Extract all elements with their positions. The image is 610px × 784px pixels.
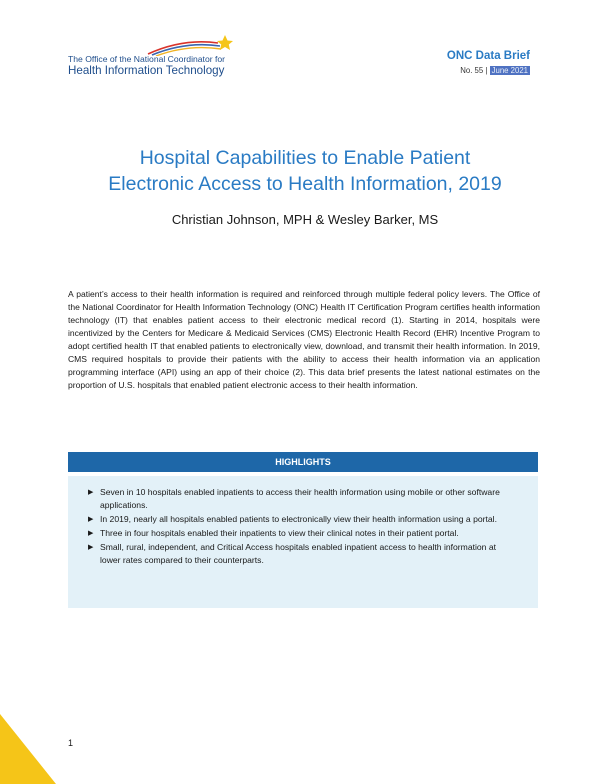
brief-type: ONC Data Brief xyxy=(446,50,530,62)
brief-date: June 2021 xyxy=(491,66,528,75)
highlight-text: In 2019, nearly all hospitals enabled patients to electronically view their health information using a portal. xyxy=(100,514,497,524)
highlights-box xyxy=(68,476,538,608)
page-number: 1 xyxy=(68,738,74,748)
triangle-bullet-icon: ▶ xyxy=(88,544,94,551)
triangle-bullet-icon: ▶ xyxy=(88,489,94,496)
corner-decoration xyxy=(0,714,56,784)
logo-org-name: Health Information Technology xyxy=(68,64,225,77)
intro-paragraph: A patient’s access to their health information is required and reinforced through multiple federal policy levers. The Office of the National Coordinator for Health Information Technology (ONC) Health IT Certification Program certifies health information technology (IT) that enables patient access to their electronic medical record (1). Starting in 2014, hospitals were incentivized by the Centers for Medicare & Medicaid Services (CMS) Electronic Health Record (EHR) Incentive Program to adopt certified health IT that enabled patients to electronically view, download, and transmit their health information. In 2019, CMS required hospitals to provide their patients with the ability to access their health information via an application programming interface (API) using an app of their choice (2). This data brief presents the latest national estimates on the proportion of U.S. hospitals that enabled patient electronic access to their health information. xyxy=(68,288,540,390)
onc-logo xyxy=(68,34,238,78)
star-swoosh-icon xyxy=(68,34,238,56)
authors: Christian Johnson, MPH & Wesley Barker, MS xyxy=(171,212,439,227)
triangle-bullet-icon: ▶ xyxy=(88,516,94,523)
title-line-2: Electronic Access to Health Information, 2019 xyxy=(108,173,502,195)
highlight-text: Three in four hospitals enabled their inpatients to view their clinical notes in their patient portal. xyxy=(100,528,459,538)
highlight-text: Seven in 10 hospitals enabled inpatients to access their health information using mobile or other software applications. xyxy=(100,487,500,510)
logo-org-line: The Office of the National Coordinator for xyxy=(68,54,225,64)
highlight-text: Small, rural, independent, and Critical Access hospitals enabled inpatient access to health information at lower rates compared to their counterparts. xyxy=(100,542,497,565)
highlight-item xyxy=(90,513,512,526)
highlight-item xyxy=(90,486,512,512)
page-title xyxy=(40,145,570,197)
brief-number-text: No. 55 | xyxy=(460,66,488,75)
highlight-item xyxy=(90,541,512,567)
triangle-bullet-icon: ▶ xyxy=(88,530,94,537)
highlights-list xyxy=(68,476,538,567)
highlight-item xyxy=(90,527,512,540)
brief-number xyxy=(460,66,530,75)
highlights-heading: HIGHLIGHTS xyxy=(68,452,538,472)
title-line-1: Hospital Capabilities to Enable Patient xyxy=(139,147,471,169)
